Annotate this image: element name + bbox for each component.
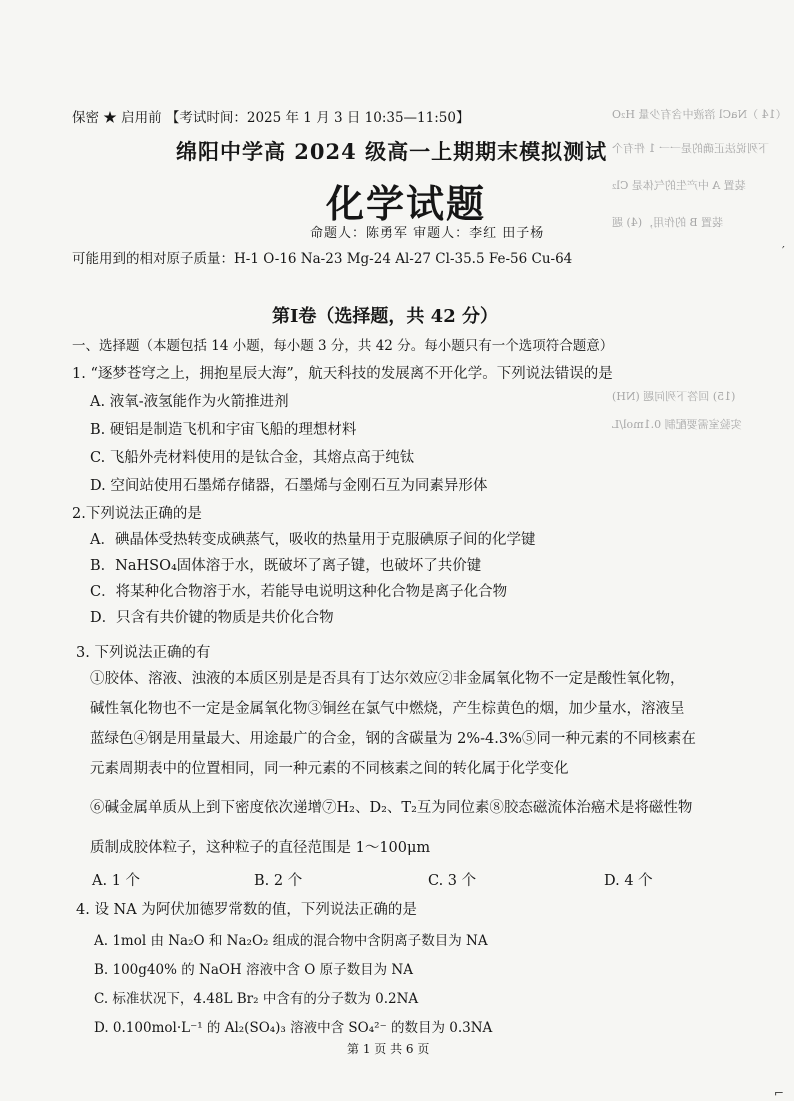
question-4-option-b: B. 100g40% 的 NaOH 溶液中含 O 原子数目为 NA bbox=[94, 962, 413, 978]
question-3-option-b: B. 2 个 bbox=[254, 873, 303, 889]
question-2-option-b: B．NaHSO₄固体溶于水，既破坏了离子键，也破坏了共价键 bbox=[90, 558, 482, 574]
question-3-option-a: A. 1 个 bbox=[92, 873, 141, 889]
bleed-through-text: 实验室需要配制 0.1mol/L bbox=[612, 418, 742, 431]
section-title: 第Ⅰ卷（选择题，共 42 分） bbox=[272, 306, 499, 327]
scan-margin-mark: ′ bbox=[782, 244, 785, 258]
question-4-option-a: A. 1mol 由 Na₂O 和 Na₂O₂ 组成的混合物中含阴离子数目为 NA bbox=[94, 933, 488, 949]
exam-title: 绵阳中学高 2024 级高一上期期末模拟测试 bbox=[176, 139, 608, 164]
page-number: 第 1 页 共 6 页 bbox=[347, 1042, 430, 1056]
question-3-option-d: D. 4 个 bbox=[604, 873, 653, 889]
bleed-through-text: (15) 回答下列问题 (NH) bbox=[612, 390, 736, 403]
question-4-option-c: C. 标准状况下，4.48L Br₂ 中含有的分子数为 0.2NA bbox=[94, 991, 419, 1007]
question-1-option-a: A. 液氧-液氢能作为火箭推进剂 bbox=[90, 394, 289, 410]
question-4-option-d: D. 0.100mol·L⁻¹ 的 Al₂(SO₄)₃ 溶液中含 SO₄²⁻ 的数目为 0.3NA bbox=[94, 1020, 493, 1036]
question-3-option-c: C. 3 个 bbox=[428, 873, 477, 889]
question-1-stem: 1. “逐梦苍穹之上，拥抱星辰大海”，航天科技的发展离不开化学。下列说法错误的是 bbox=[72, 366, 613, 382]
question-3-line: ①胶体、溶液、浊液的本质区别是是否具有丁达尔效应②非金属氧化物不一定是酸性氧化物， bbox=[90, 671, 685, 687]
bleed-through-text: 装置 B 的作用，(4) 题 bbox=[612, 216, 724, 229]
subject-title: 化学试题 bbox=[326, 181, 487, 226]
confidential-line: 保密 ★ 启用前 【考试时间：2025 年 1 月 3 日 10:35—11:50】 bbox=[72, 110, 470, 126]
question-3-line: ⑥碱金属单质从上到下密度依次递增⑦H₂、D₂、T₂互为同位素⑧胶态磁流体治癌术是将磁性物 bbox=[90, 800, 693, 816]
question-3-stem: 3. 下列说法正确的有 bbox=[76, 645, 211, 661]
instructions: 一、选择题（本题包括 14 小题，每小题 3 分，共 42 分。每小题只有一个选项符合题意） bbox=[72, 338, 614, 354]
question-3-line: 质制成胶体粒子，这种粒子的直径范围是 1～100μm bbox=[90, 840, 431, 856]
question-3-line: 元素周期表中的位置相同，同一种元素的不同核素之间的转化属于化学变化 bbox=[90, 761, 569, 777]
authors-line: 命题人：陈勇军 审题人：李红 田子杨 bbox=[310, 226, 545, 241]
question-1-option-c: C. 飞船外壳材料使用的是钛合金，其熔点高于纯钛 bbox=[90, 450, 415, 466]
question-1-option-b: B. 硬铝是制造飞机和宇宙飞船的理想材料 bbox=[90, 422, 357, 438]
question-2-stem: 2.下列说法正确的是 bbox=[72, 506, 202, 522]
question-4-stem: 4. 设 NA 为阿伏加德罗常数的值，下列说法正确的是 bbox=[76, 902, 417, 918]
question-2-option-c: C．将某种化合物溶于水，若能导电说明这种化合物是离子化合物 bbox=[90, 584, 508, 600]
scan-margin-mark: ⌐ bbox=[774, 1086, 785, 1100]
bleed-through-text: 下列说法正确的是一一 1 件有个 bbox=[612, 142, 769, 155]
question-3-line: 蓝绿色④钢是用量最大、用途最广的合金，钢的含碳量为 2%-4.3%⑤同一种元素的不同核素在 bbox=[90, 731, 696, 747]
question-1-option-d: D. 空间站使用石墨烯存储器，石墨烯与金刚石互为同素异形体 bbox=[90, 478, 488, 494]
question-2-option-d: D．只含有共价键的物质是共价化合物 bbox=[90, 610, 334, 626]
bleed-through-text: 装置 A 中产生的气体是 Cl₂ bbox=[612, 179, 746, 192]
question-2-option-a: A．碘晶体受热转变成碘蒸气，吸收的热量用于克服碘原子间的化学键 bbox=[90, 532, 536, 548]
atomic-masses-line: 可能用到的相对原子质量：H-1 O-16 Na-23 Mg-24 Al-27 Cl-35.5 Fe-56 Cu-64 bbox=[72, 251, 573, 267]
bleed-through-text: （14 ）NaCl 溶液中含有少量 H₂O bbox=[612, 108, 787, 121]
question-3-line: 碱性氧化物也不一定是金属氧化物③铜丝在氯气中燃烧，产生棕黄色的烟，加少量水，溶液呈 bbox=[90, 701, 685, 717]
